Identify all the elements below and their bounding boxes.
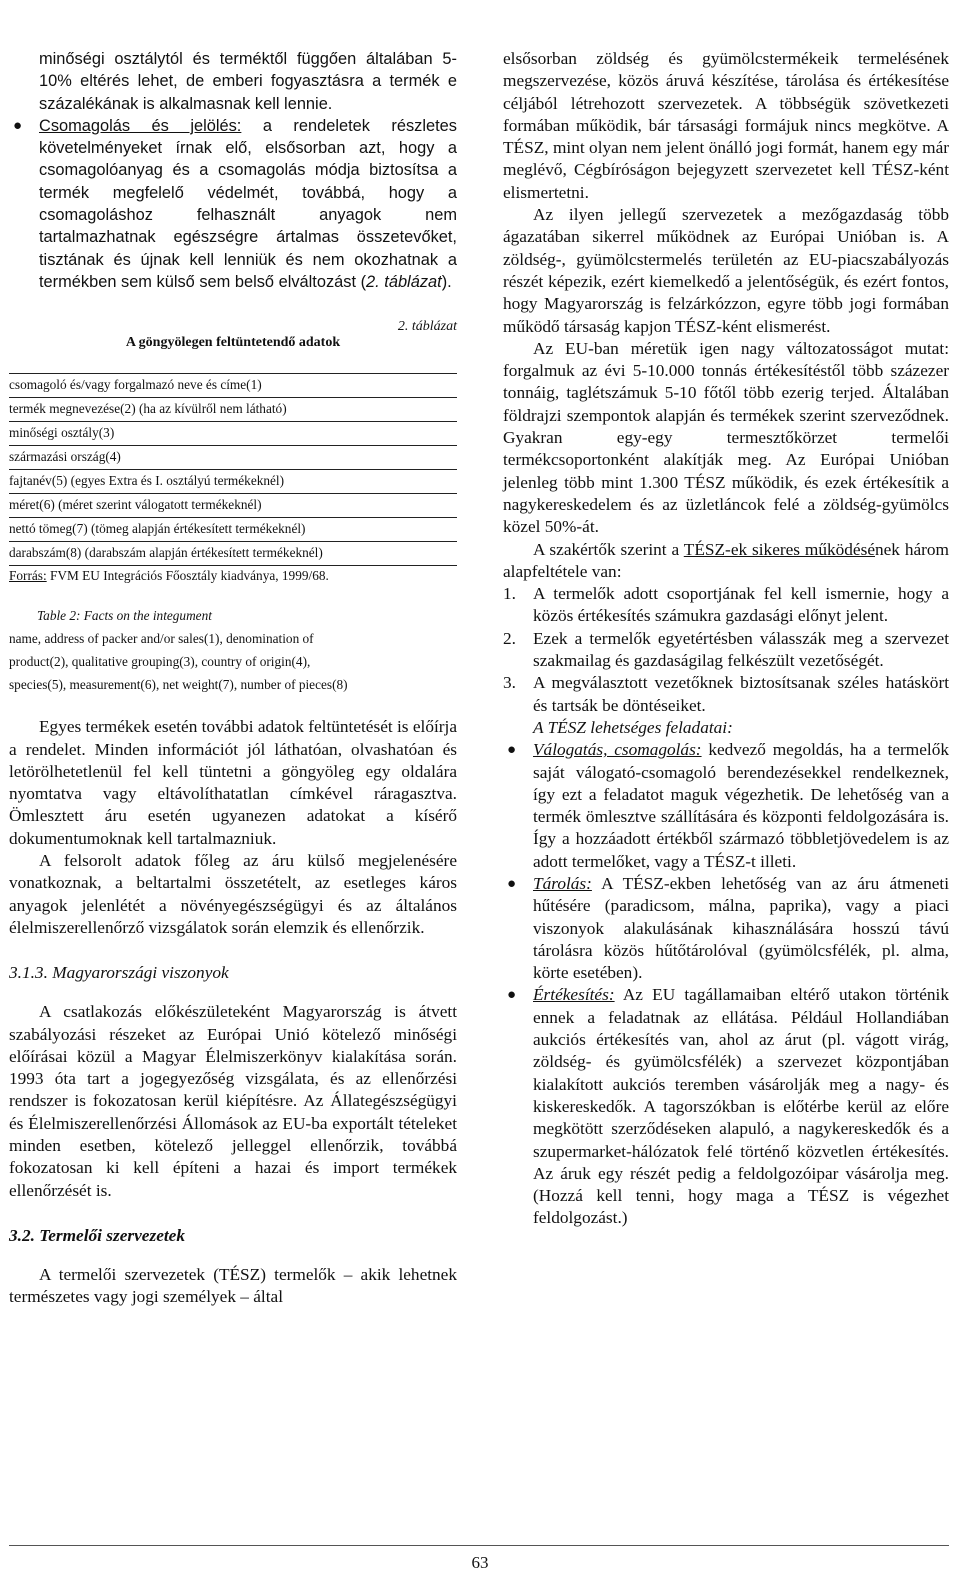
table-row: fajtanév(5) (egyes Extra és I. osztályú termékeknél) xyxy=(9,470,457,494)
paragraph: Az EU-ban méretük igen nagy változatosságot mutat: forgalmuk az évi 5-10.000 tonnás értékesítéstől több százezer tonnáig, taglétszámuk 5-10 főtől több ezerig terjed. Általában földrajzi szempontok alapján és termékek szerint szerveződnek. Gyakran egy-egy termesztőkörzet termelői termékcsoportonként alakítják meg. Az Európai Unióban jelenleg több mint 1.300 TÉSZ működik, és ezek értékesítik a nagykereskedelem és az üzletláncok felé a zöldség-gyümölcs közel 50%-át. xyxy=(503,338,949,537)
paragraph-top: minőségi osztálytól és terméktől függően általában 5-10% eltérés lehet, de emberi fogyasztásra a termék e százalékának is alkalmasnak kell lennie. xyxy=(39,50,457,113)
bullet-packaging: ● Csomagolás és jelölés: a rendeletek részletes követelményeket írnak elő, elsősorban azt, hogy a csomagolóanyag és a csomagolás módja biztosítsa a termék megfelelő védelmét, továbbá, hogy a csomagoláshoz felhasznált anyagok nem tartalmazhatnak egészségre ártalmas összetevőket, tisztának és újnak kell lenniük és nem okozhatnak a termékben sem külső sem belső elváltozást (2. táblázat). xyxy=(13,116,457,291)
table-title: A göngyölegen feltüntetendő adatok xyxy=(125,335,341,351)
paragraph: A szakértők szerint a TÉSZ-ek sikeres működésének három alapfeltétele van: xyxy=(503,539,950,581)
numbered-item: 1. A termelők adott csoportjának fel kell ismernie, hogy a közös értékesítés számukra gazdasági előnyt jelent. xyxy=(503,584,949,626)
bullet-item: ● Tárolás: A TÉSZ-ekben lehetőség van az áru átmeneti hűtésére (paradicsom, málna, paprika), vagy a piaci viszonyok alakulásának kihasználására hosszú távú tárolásra közös hűtőtárolóval (gyümölcsfélék, pl. alma, körte esetében). xyxy=(507,873,949,983)
section-heading: 3.2. Termelői szervezetek xyxy=(9,1225,185,1245)
bullet-item: ● Értékesítés: Az EU tagállamaiban eltérő utakon történik ennek a feladatnak az ellátása. Például Hollandiában aukciós értékesítés van, ahol az árut (pl. vágott virág, zöldség- és gyümölcsfélék) a szervezet központjában kialakított aukciós teremben vásárolják meg a nagy- és kiskereskedők. A tagorszókban is előtérbe kerül az előre megkötött szerződéseken alapuló, a nagykereskedők és a szupermarket-hálózatok felé történő közvetlen értékesítés. Az áruk egy részét pedig a feldolgozóipar vásárolja meg. (Hozzá kell tenni, hogy maga a TÉSZ is végezhet feldolgozást.) xyxy=(507,985,949,1228)
table-row: nettó tömeg(7) (tömeg alapján értékesített termékeknél) xyxy=(9,518,457,542)
paragraph: A felsorolt adatok főleg az áru külső megjelenésére vonatkoznak, a beltartalmi összetételt, az esetleges káros anyagok jelenlétét a növényegészségügyi és az általános élelmiszerellenőrző vizsgálatok során elemzik és ellenőrzik. xyxy=(9,851,457,937)
section-heading: 3.1.3. Magyarországi viszonyok xyxy=(9,963,229,983)
page-number: 63 xyxy=(471,1553,489,1572)
bullet-text: a rendeletek részletes követelményeket írnak elő, elsősorban azt, hogy a csomagolóanyag és a csomagolás módja biztosítsa a termék megfelelő védelmét, továbbá, hogy a csomagoláshoz felhasznált anyagok nem tartalmazhatnak egészségre ártalmas összetevőket, tisztának és újnak kell lenniük és nem okozhatnak a termékben sem külső sem belső elváltozást ( xyxy=(39,116,457,291)
table-reference: 2. táblázat xyxy=(366,272,442,291)
table-source: Forrás: FVM EU Integrációs Főosztály kiadványa, 1999/68. xyxy=(9,568,329,584)
tasks-heading: A TÉSZ lehetséges feladatai: xyxy=(533,717,733,737)
paragraph: elsősorban zöldség és gyümölcstermékeik termelésének megszervezése, közös áruvá készítése, tárolása és értékesítése céljából létrehozott szervezetek. A többségük szövetkezeti formában működik, bár társasági formájuk nincs megkötve. A TÉSZ, mint olyan nem jelent önálló jogi formát, hanem egy már meglévő, Cégbíróságon bejegyzett szervezetet kell TÉSZ-ként elismertetni. xyxy=(503,49,949,202)
numbered-item: 2. Ezek a termelők egyetértésben válasszák meg a szervezet szakmailag és gazdaságilag felkészült vezetőségét. xyxy=(503,628,949,671)
english-line: species(5), measurement(6), net weight(7), number of pieces(8) xyxy=(9,677,348,693)
bullet-dot-icon: ● xyxy=(13,116,23,134)
facts-table xyxy=(9,373,457,566)
footer-divider xyxy=(9,1545,949,1546)
numbered-item: 3. A megválasztott vezetőknek biztosítsanak széles hatáskört és tartsák be döntéseiket. xyxy=(503,673,949,715)
english-caption xyxy=(9,604,457,696)
paragraph: Az ilyen jellegű szervezetek a mezőgazdaság több ágazatában sikerrel működnek az Európai Unióban is. A zöldség-, gyümölcstermelés területén az EU-piacszabályozás részét képezik, ezért kiemelkedő a jelentőségük, és ezért fontos, hogy Magyarország is felzárkózzon, egyre több jogi formában működő társaság kapjon TÉSZ-ként elismerést. xyxy=(503,205,949,336)
english-table-title: Table 2: Facts on the integument xyxy=(37,608,212,624)
table-row: származási ország(4) xyxy=(9,446,457,470)
table-row: darabszám(8) (darabszám alapján értékesített termékeknél) xyxy=(9,542,457,566)
right-column xyxy=(503,48,949,1230)
table-label: 2. táblázat xyxy=(397,319,457,335)
english-line: product(2), qualitative grouping(3), country of origin(4), xyxy=(9,654,311,670)
table-row: méret(6) (méret szerint válogatott termékeknél) xyxy=(9,494,457,518)
bullet-item: ● Válogatás, csomagolás: kedvező megoldás, ha a termelők saját válogató-csomagoló berendezésekkel rendelkeznek, így ezt a feladatot maguk végezhetik. De lehetőség van a termék ömlesztve szállítására és központi feldolgozására is. Így a hozzáadott értékből származó többletjövedelem is az adott termelőket, vagy a TÉSZ-t illeti. xyxy=(507,740,949,871)
table-row: minőségi osztály(3) xyxy=(9,422,457,446)
bullet-dot-icon: ● xyxy=(507,875,517,892)
bullet-dot-icon: ● xyxy=(507,742,517,759)
paragraph: A csatlakozás előkészületeként Magyarország is átvett szabályozási részeket az Európai Unió kötelező minőségi előírásai közül a Magyar Élelmiszerkönyv kialakítása során. 1993 óta tart a jogegyezőség vizsgálata, és az ellenőrzési rendszer is fokozatosan kerül kiépítésre. Az Állategészségügyi és Élelmiszerellenőrzési Állomások az EU-ba exportált tételeket minden esetben, kötelező jelleggel ellenőrzik, továbbá fokozatosan ki kell építeni a hazai és import termékek ellenőrzését is. xyxy=(9,1002,457,1200)
english-line: name, address of packer and/or sales(1), denomination of xyxy=(9,631,314,647)
bullet-label: Csomagolás és jelölés: xyxy=(39,116,242,135)
bullet-dot-icon: ● xyxy=(507,987,517,1004)
left-column xyxy=(9,48,457,1309)
paragraph: A termelői szervezetek (TÉSZ) termelők – akik lehetnek természetes vagy jogi személyek – által xyxy=(9,1264,457,1307)
table-row: csomagoló és/vagy forgalmazó neve és címe(1) xyxy=(9,374,457,398)
paragraph: Egyes termékek esetén további adatok feltüntetését is előírja a rendelet. Minden információt jól láthatóan, olvashatóan és letörölhetetlenül fel kell tüntetni a göngyöleg egy oldalára nyomtatva vagy eltávolíthatatlan címkével ráragasztva. Ömlesztett áru esetén ugyanezen adatokat a kísérő dokumentumoknak kell tartalmazniuk. xyxy=(9,717,457,848)
table-row: termék megnevezése(2) (ha az kívülről nem látható) xyxy=(9,398,457,422)
